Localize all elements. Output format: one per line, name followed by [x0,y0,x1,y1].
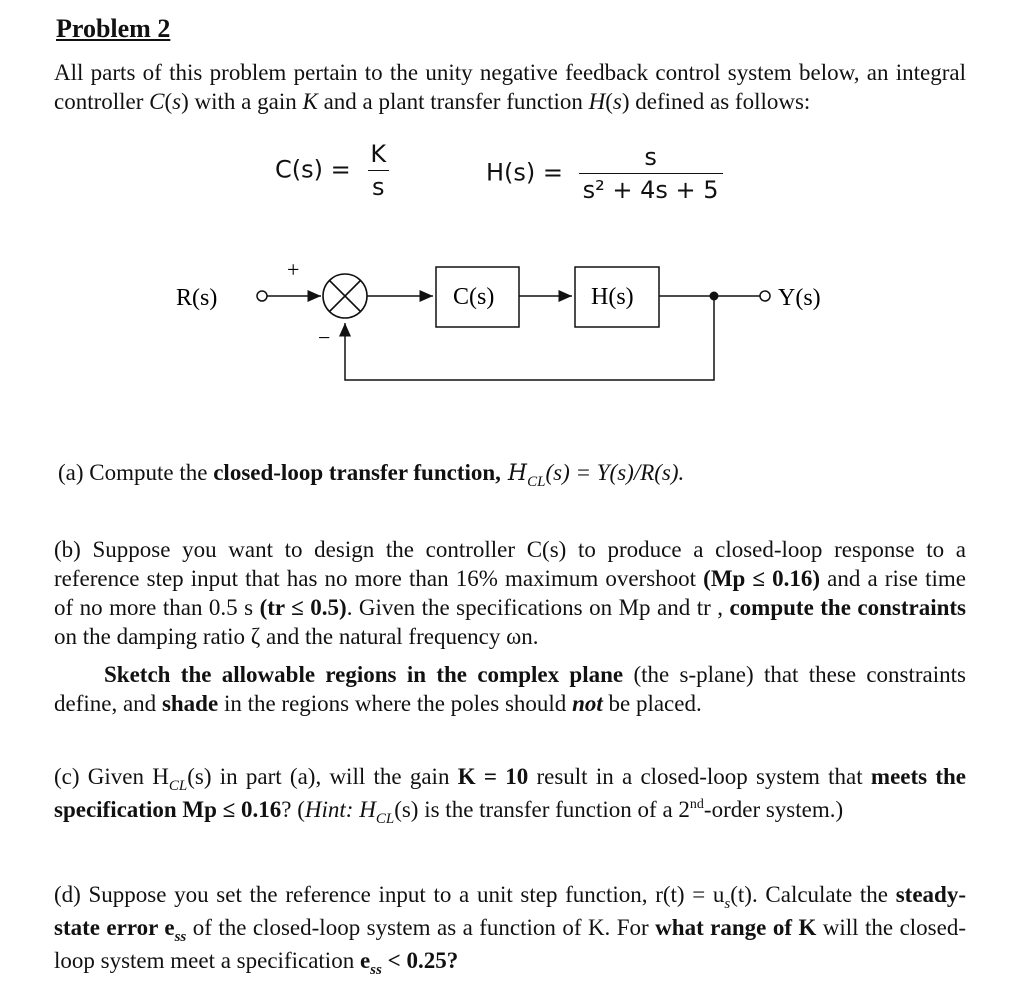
problem-title: Problem 2 [56,14,171,43]
controller-numerator: K [370,140,387,168]
plant-equation [486,143,723,204]
output-label: Y(s) [778,285,821,311]
plant-block-label: H(s) [591,284,634,310]
controller-equation-lhs: C(s) = [275,155,351,184]
plant-denominator: s² + 4s + 5 [579,173,723,204]
plus-sign: + [287,257,300,282]
controller-equation [275,140,390,201]
part-b-sketch: Sketch the allowable regions in the complex plane (the s-plane) that these constraints define, and shade in the regions where the poles should not be placed. [54,662,967,716]
output-terminal [760,291,770,301]
part-d: (d) Suppose you set the reference input to a unit step function, $r(t) = u_s(t)$. Calculate the steady-state error $e_{ss}$ of the closed-loop system as a function of K. For what range of K will the closed-loop system meet a specification $e_{ss} < 0.25$? [54,882,966,978]
block-diagram [0,230,1024,390]
part-a: (a) Compute the closed-loop transfer function, $H_{CL}(s) = Y(s)/R(s)$. [58,460,685,490]
intro-paragraph: All parts of this problem pertain to the unity negative feedback control system below, an integral controller C(s) with a gain K and a plant transfer function H(s) defined as follows: [54,60,966,114]
plant-numerator: s [644,143,657,171]
controller-denominator: s [368,170,389,201]
plant-equation-lhs: H(s) = [486,158,564,187]
part-c: (c) Given $H_{CL}(s)$ in part (a), will the gain K = 10 result in a closed-loop system that meets the specification Mp ≤ 0.16? (Hint: $H_{CL}(s)$ is the transfer function of a 2nd-order system.) [54,764,967,827]
minus-sign: − [318,325,331,350]
input-terminal [257,291,267,301]
part-b: (b) Suppose you want to design the controller C(s) to produce a closed-loop response to a reference step input that has no more than 16% maximum overshoot (Mp ≤ 0.16) and a rise time of no more than 0.5 s (tr ≤ 0.5). Given the specifications on Mp and tr , compute the constraints on the damping ratio ζ and the natural frequency ωn. [54,537,966,649]
input-label: R(s) [176,285,218,311]
controller-block-label: C(s) [453,284,495,310]
summing-junction [323,274,367,318]
